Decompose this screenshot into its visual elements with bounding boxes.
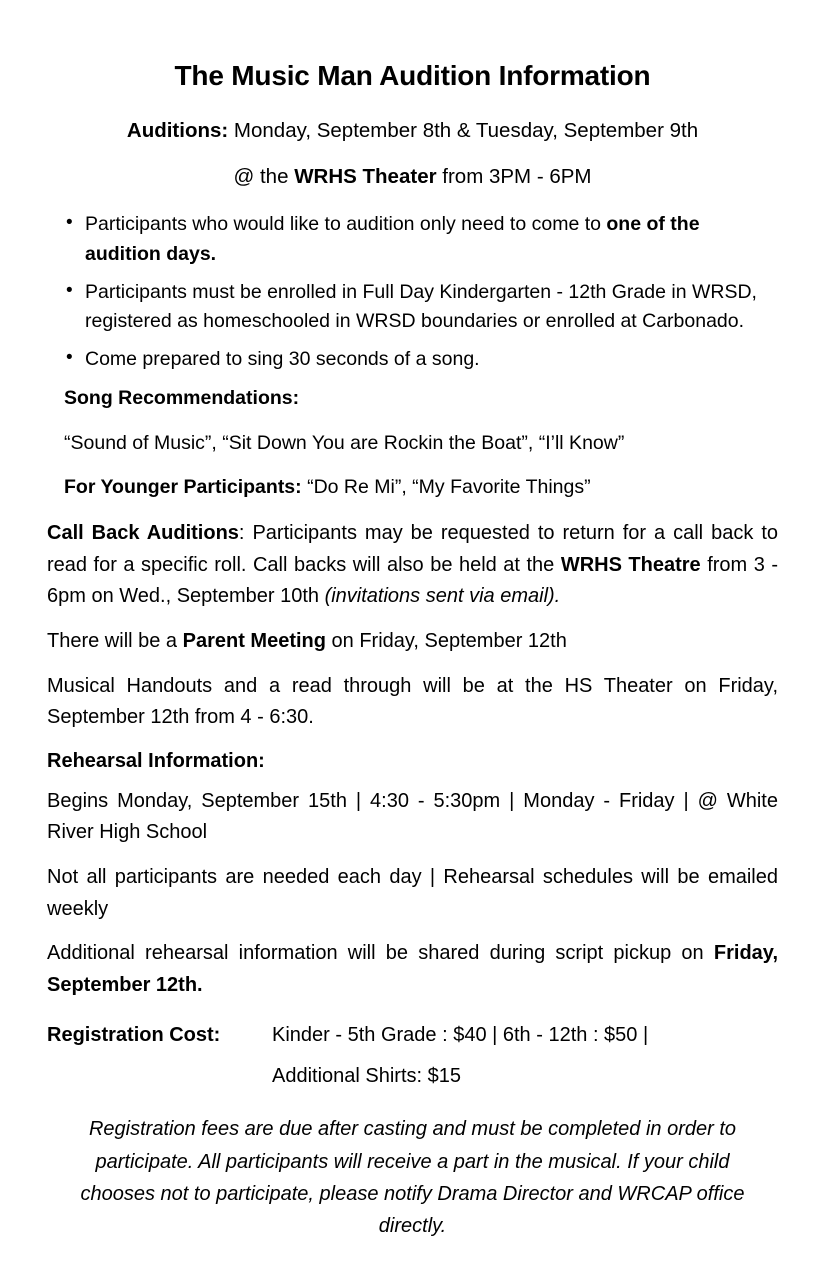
rehearsal-attendance-paragraph: Not all participants are needed each day | Rehearsal schedules will be emailed weekly bbox=[47, 865, 778, 920]
parent-meeting-paragraph bbox=[47, 626, 778, 658]
auditions-dates: Monday, September 8th & Tuesday, September 9th bbox=[228, 119, 699, 142]
rehearsal-additional-pre: Additional rehearsal information will be shared during script pickup on bbox=[47, 942, 714, 965]
bullet-text: Participants who would like to audition only need to come to bbox=[85, 213, 607, 236]
bullet-emphasis: one of the audition days. bbox=[85, 213, 700, 265]
callback-body-1: : Participants may be requested to return for a call back to read for a specific roll. Call backs will also be held at the bbox=[47, 522, 779, 576]
bullet-text: Participants must be enrolled in Full Day Kindergarten - 12th Grade in WRSD, registered as homeschooled in WRSD boundaries or enrolled at Carbonado. bbox=[85, 280, 757, 333]
rehearsal-schedule-paragraph: Begins Monday, September 15th | 4:30 - 5:30pm | Monday - Friday | @ White River High School bbox=[47, 789, 778, 844]
younger-participants-list: “Do Re Mi”, “My Favorite Things” bbox=[301, 475, 591, 498]
rehearsal-additional-paragraph bbox=[47, 938, 778, 1001]
registration-cost-line-1: Kinder - 5th Grade : $40 | 6th - 12th : $50 | bbox=[272, 1024, 649, 1047]
page-title: The Music Man Audition Information bbox=[174, 60, 651, 91]
registration-cost-block bbox=[47, 1020, 778, 1091]
auditions-label: Auditions: bbox=[126, 119, 229, 142]
callback-body-2: from 3 - 6pm on Wed., September 10th bbox=[47, 553, 779, 608]
registration-cost-label: Registration Cost: bbox=[47, 1024, 221, 1047]
venue-name: WRHS Theater bbox=[294, 164, 437, 188]
requirements-bullet-list bbox=[0, 210, 825, 374]
parent-meeting-pre: There will be a bbox=[47, 629, 183, 652]
bullet-text: Come prepared to sing 30 seconds of a song. bbox=[85, 347, 480, 370]
callback-venue: WRHS Theatre bbox=[560, 553, 701, 576]
auditions-dates-line bbox=[0, 118, 825, 145]
list-item bbox=[0, 278, 825, 337]
registration-cost-line-2: Additional Shirts: $15 bbox=[272, 1065, 462, 1088]
song-recommendations-list: “Sound of Music”, “Sit Down You are Rockin the Boat”, “I’ll Know” bbox=[64, 431, 625, 454]
parent-meeting-post: on Friday, September 12th bbox=[325, 629, 567, 652]
musical-handouts-paragraph: Musical Handouts and a read through will be at the HS Theater on Friday, September 12th from 4 - 6:30. bbox=[47, 674, 778, 729]
rehearsal-additional-date: Friday, September 12th. bbox=[47, 942, 778, 996]
venue-time-line bbox=[0, 164, 825, 191]
list-item bbox=[0, 345, 825, 375]
list-item bbox=[0, 210, 825, 269]
registration-cost-values bbox=[272, 1020, 778, 1091]
rehearsal-information-heading: Rehearsal Information: bbox=[47, 749, 265, 772]
venue-time: from 3PM - 6PM bbox=[436, 164, 592, 188]
song-recommendations-block bbox=[64, 384, 825, 502]
callback-italic-note: (invitations sent via email). bbox=[324, 585, 561, 608]
parent-meeting-label: Parent Meeting bbox=[182, 629, 326, 652]
younger-participants-label: For Younger Participants: bbox=[64, 475, 302, 498]
venue-prefix: @ the bbox=[233, 164, 295, 188]
registration-fees-note: Registration fees are due after casting and must be completed in order to participate. All participants will receive a part in the musical. If your child chooses not to participate, please notify Drama Director and WRCAP office directly. bbox=[80, 1118, 745, 1238]
callback-label: Call Back Auditions bbox=[47, 522, 239, 545]
younger-participants-row bbox=[64, 473, 825, 502]
song-recommendations-heading: Song Recommendations: bbox=[64, 387, 300, 410]
callback-auditions-paragraph bbox=[47, 518, 778, 613]
